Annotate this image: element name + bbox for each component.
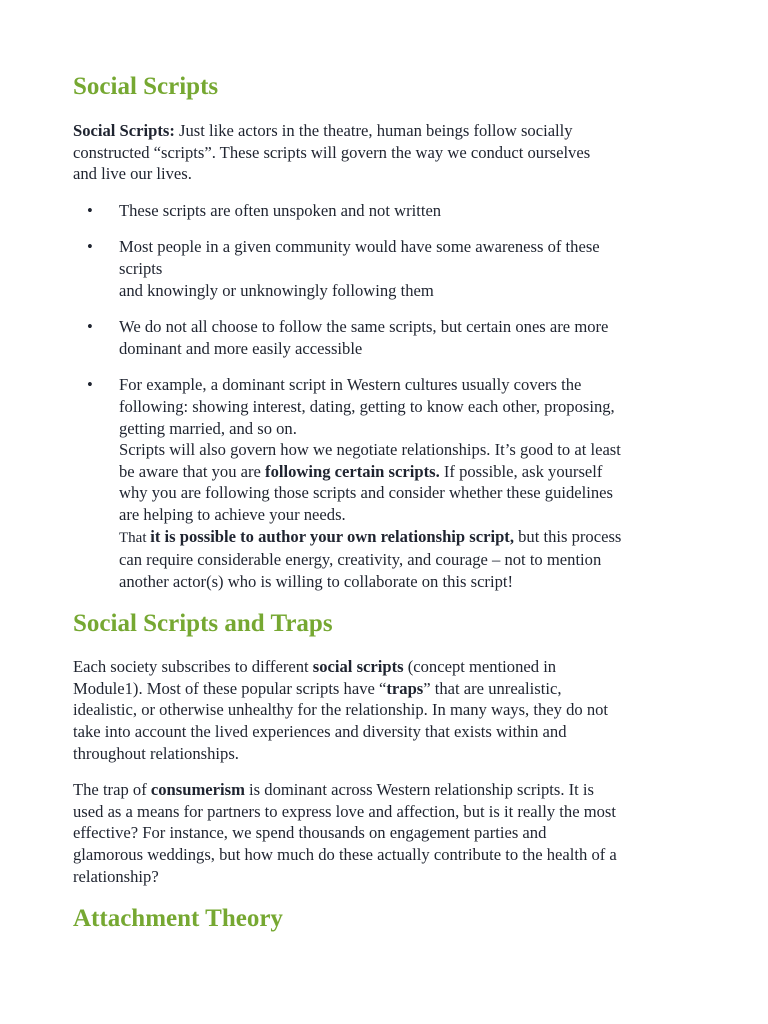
paragraph-text: (concept mentioned in [403,657,557,677]
bold-phrase: consumerism [150,780,245,800]
bullet-text: getting married, and so on. [119,418,297,438]
bullet-text: For example, a dominant script in Western cultures usually covers the [119,375,582,395]
bullet-text: If possible, ask yourself [439,461,603,481]
bullet-marker: • [87,375,93,395]
bullet-text: scripts [119,258,163,278]
bold-phrase: following certain scripts. [265,461,440,481]
paragraph-text: used as a means for partners to express love and affection, but is it really the most [73,801,616,821]
heading-social-scripts-and-traps: Social Scripts and Traps [73,610,333,638]
intro-text-3: and live our lives. [73,164,192,184]
paragraph-text: throughout relationships. [73,743,239,763]
list-item [73,316,701,359]
bullet-text: but this process [513,526,622,546]
list-item [73,236,701,301]
bullet-text: Most people in a given community would have some awareness of these [119,237,600,257]
traps-paragraph-1 [73,656,701,764]
social-scripts-bullet-list [73,200,701,593]
bullet-text: That [119,529,151,546]
bullet-text: be aware that you are [119,461,266,481]
bullet-text: another actor(s) who is willing to collaborate on this script! [119,571,514,591]
paragraph-text: glamorous weddings, but how much do these actually contribute to the health of a [73,845,617,865]
intro-paragraph [73,120,701,185]
heading-attachment-theory: Attachment Theory [73,905,283,933]
list-item [73,374,701,592]
bold-phrase: social scripts [312,657,404,677]
paragraph-text: relationship? [73,866,159,886]
bullet-text: and knowingly or unknowingly following them [119,280,434,300]
bullet-text: are helping to achieve your needs. [119,504,346,524]
intro-text-2: constructed “scripts”. These scripts will govern the way we conduct ourselves [73,142,591,162]
bullet-text: following: showing interest, dating, getting to know each other, proposing, [119,396,615,416]
paragraph-text: The trap of [73,780,151,800]
paragraph-text: idealistic, or otherwise unhealthy for the relationship. In many ways, they do not [73,700,609,720]
heading-social-scripts: Social Scripts [73,73,219,100]
bullet-text: can require considerable energy, creativity, and courage – not to mention [119,550,602,570]
paragraph-text: Module1). Most of these popular scripts have “ [73,678,387,698]
intro-term: Social Scripts: [73,121,175,140]
bullet-marker: • [87,317,93,337]
traps-paragraph-2 [73,779,701,887]
paragraph-text: take into account the lived experiences and diversity that exists within and [73,722,567,742]
paragraph-text: Each society subscribes to different [73,657,313,677]
bullet-text: Scripts will also govern how we negotiate relationships. It’s good to at least [119,440,621,460]
paragraph-text: is dominant across Western relationship scripts. It is [244,780,594,800]
bullet-text: We do not all choose to follow the same scripts, but certain ones are more [119,317,609,337]
bullet-text: dominant and more easily accessible [119,338,363,358]
bullet-marker: • [87,200,93,220]
bullet-marker: • [87,237,93,257]
paragraph-text: effective? For instance, we spend thousands on engagement parties and [73,823,547,843]
bullet-text: why you are following those scripts and consider whether these guidelines [119,483,614,503]
intro-text-1: Just like actors in the theatre, human beings follow socially [174,121,573,140]
list-item [73,200,701,222]
bullet-text: These scripts are often unspoken and not written [119,200,442,220]
paragraph-text: ” that are unrealistic, [423,678,562,698]
bold-phrase: traps [386,678,424,698]
page-content [73,68,701,936]
bold-phrase: it is possible to author your own relationship script, [150,526,514,546]
